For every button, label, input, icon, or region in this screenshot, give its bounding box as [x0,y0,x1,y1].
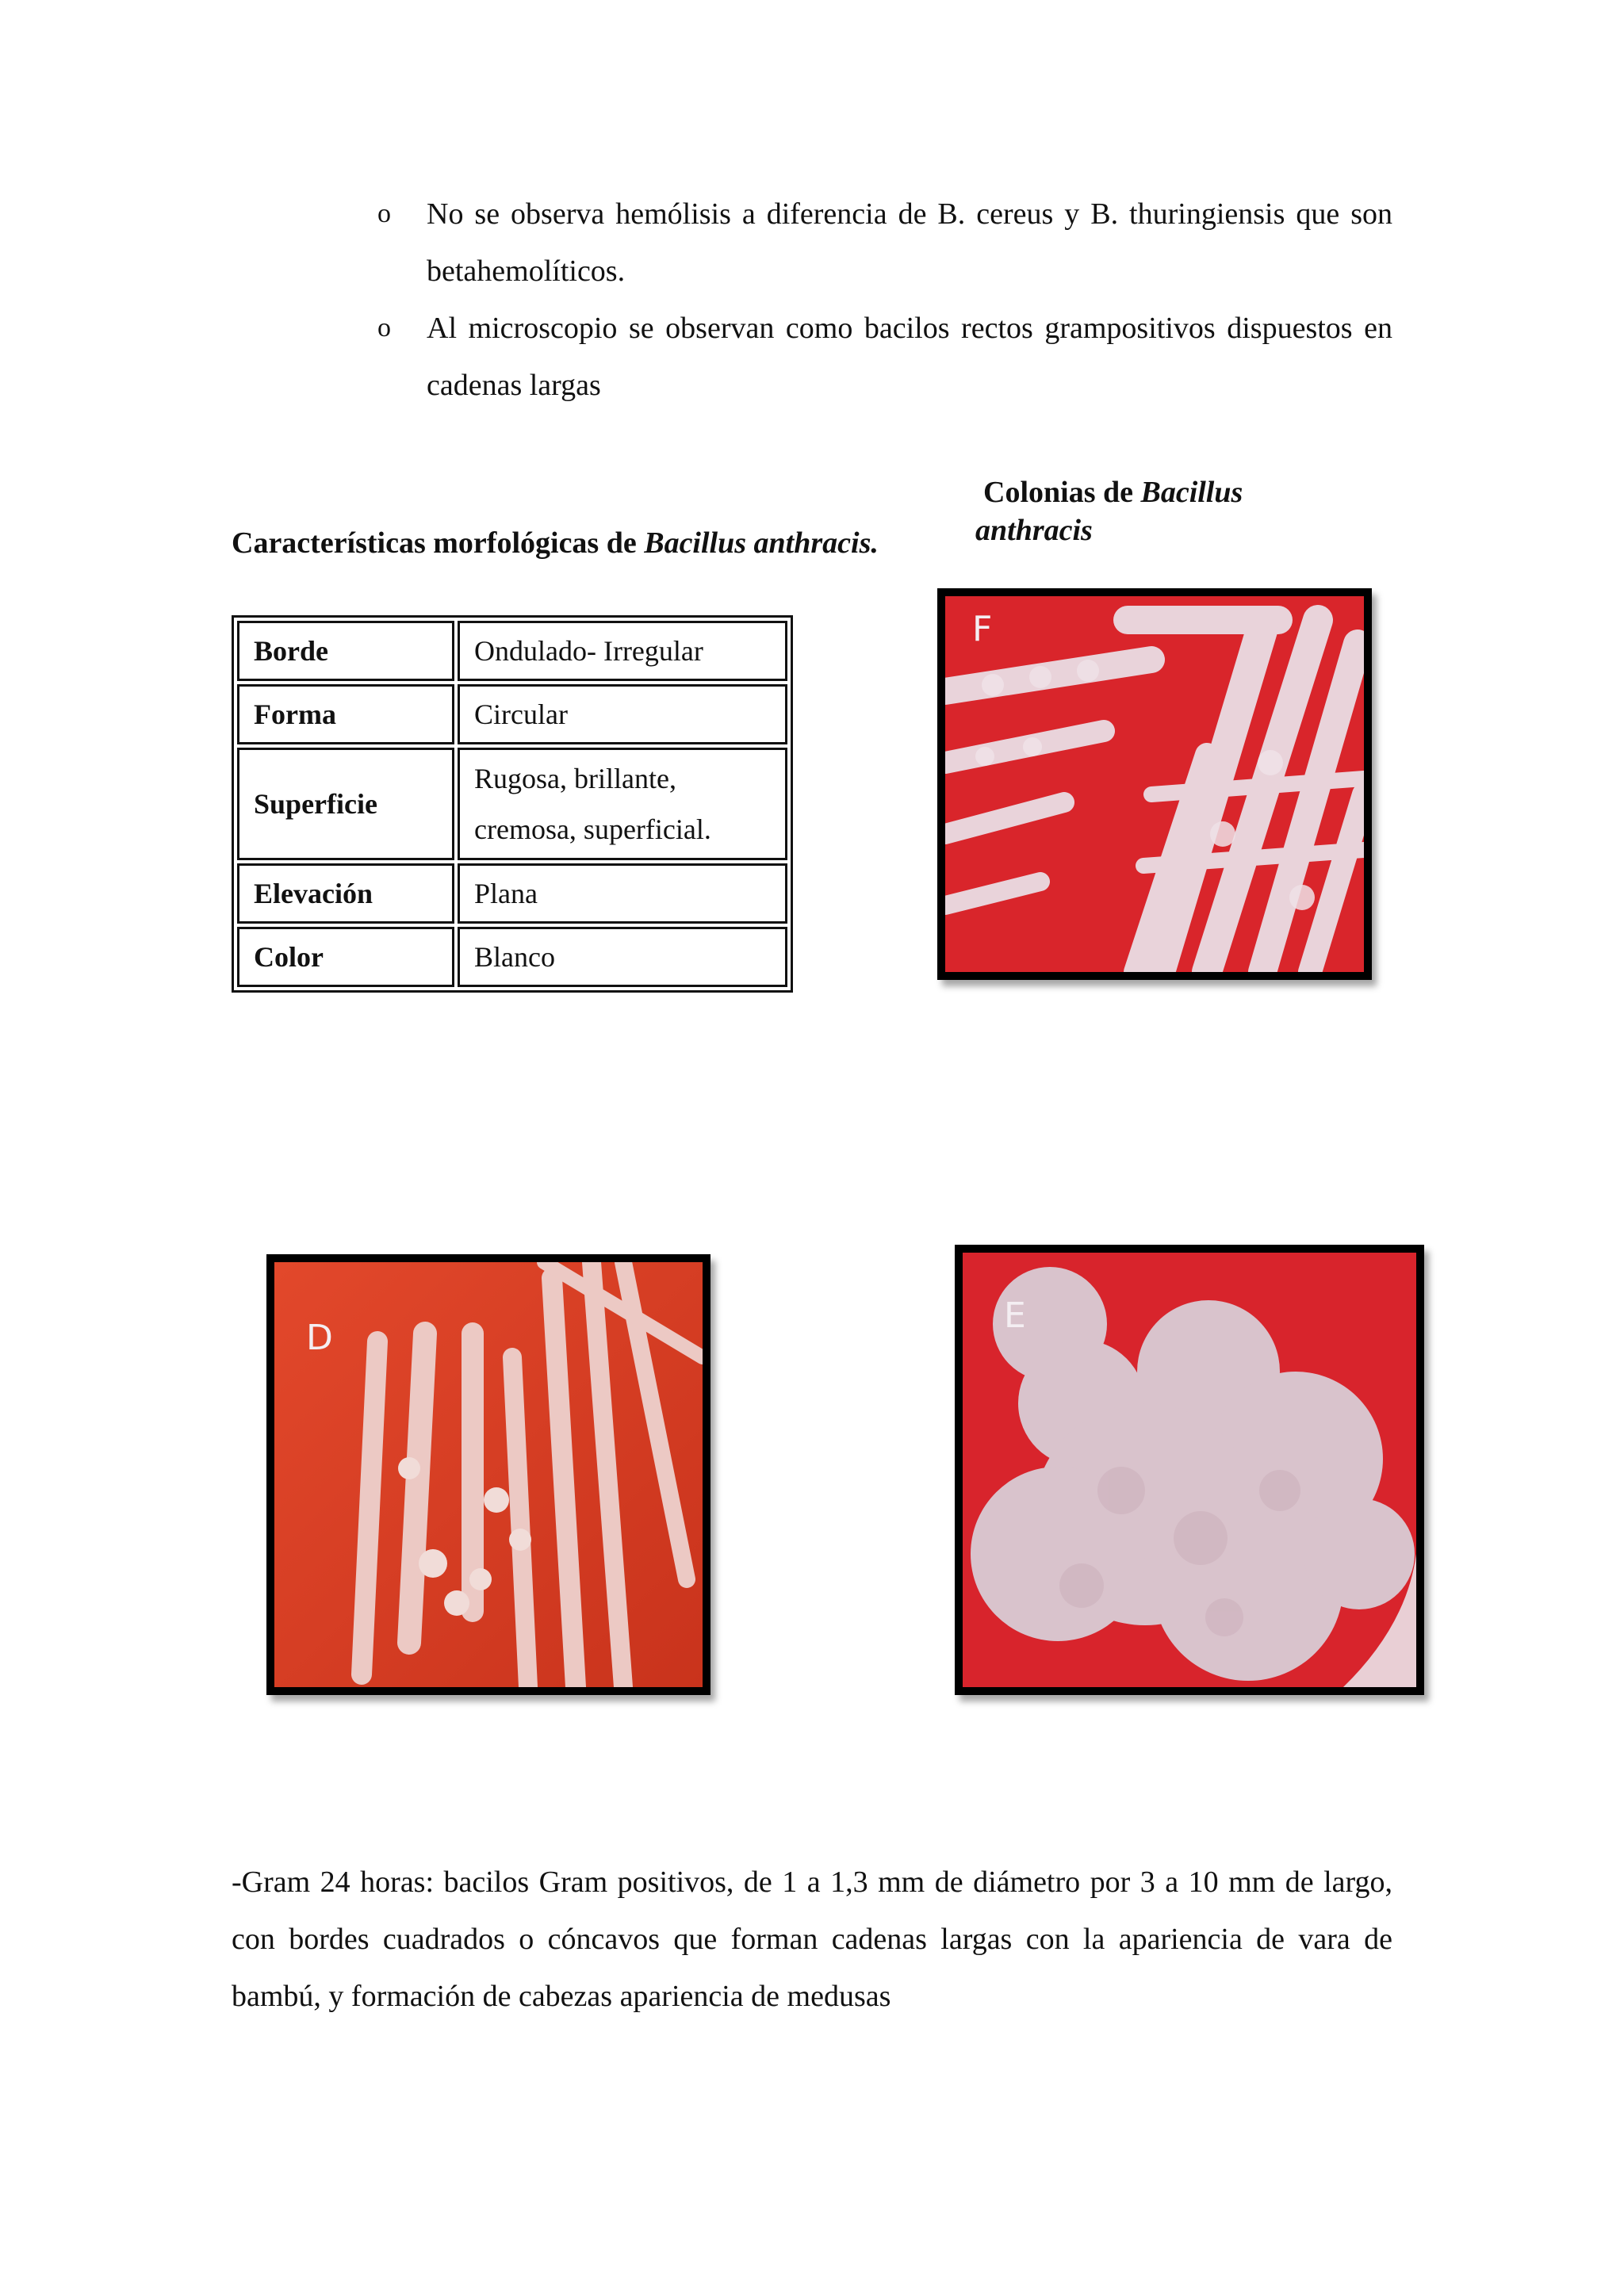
photo-caption [983,474,1243,511]
colony-photo-d [266,1254,710,1695]
colony-photo-f [937,588,1372,980]
table-heading [232,525,879,561]
colony-photo-d-image [274,1262,703,1687]
table-row [237,684,787,744]
table-row [237,863,787,924]
colony-photo-e-image [963,1253,1416,1687]
photo-caption-line2 [975,512,1093,549]
bullet-text: Al microscopio se observan como bacilos rectos grampositivos dispuestos en cadenas largas [427,312,1392,402]
colony-photo-e [955,1245,1424,1695]
table-value: Plana [458,863,787,924]
table-row [237,748,787,860]
table-value-line: cremosa, superficial. [474,813,711,845]
table-key: Superficie [237,748,454,860]
table-key: Elevación [237,863,454,924]
photo-caption-italic: anthracis [975,514,1093,547]
photo-label: E [1004,1295,1026,1336]
table-heading-prefix: Características morfológicas de [232,526,645,560]
table-value: Ondulado- Irregular [458,621,787,681]
table-key: Color [237,927,454,987]
morphology-table [232,615,793,993]
table-value [458,748,787,860]
bullet-item [377,186,1392,300]
bullet-item [377,300,1392,414]
table-value: Blanco [458,927,787,987]
bullet-text: No se observa hemólisis a diferencia de B. cereus y B. thuringiensis que son betahemolíticos. [427,197,1392,288]
table-key: Borde [237,621,454,681]
table-heading-italic: Bacillus anthracis. [644,526,879,560]
colony-photo-f-image [945,596,1364,972]
photo-label: D [306,1318,333,1358]
table-row [237,621,787,681]
table-value-line: Rugosa, brillante, [474,763,676,794]
table-key: Forma [237,684,454,744]
table-row [237,927,787,987]
bullet-marker: o [377,313,391,342]
photo-caption-prefix: Colonias de [983,476,1141,509]
bullet-marker: o [377,199,391,228]
gram-paragraph: -Gram 24 horas: bacilos Gram positivos, de 1 a 1,3 mm de diámetro por 3 a 10 mm de largo, con bordes cuadrados o cóncavos que forman cadenas largas con la apariencia de vara de bambú, y formación de cabezas apariencia de medusas [232,1866,1392,2013]
table-value: Circular [458,684,787,744]
photo-label: F [972,609,993,649]
photo-caption-italic: Bacillus [1140,476,1243,509]
